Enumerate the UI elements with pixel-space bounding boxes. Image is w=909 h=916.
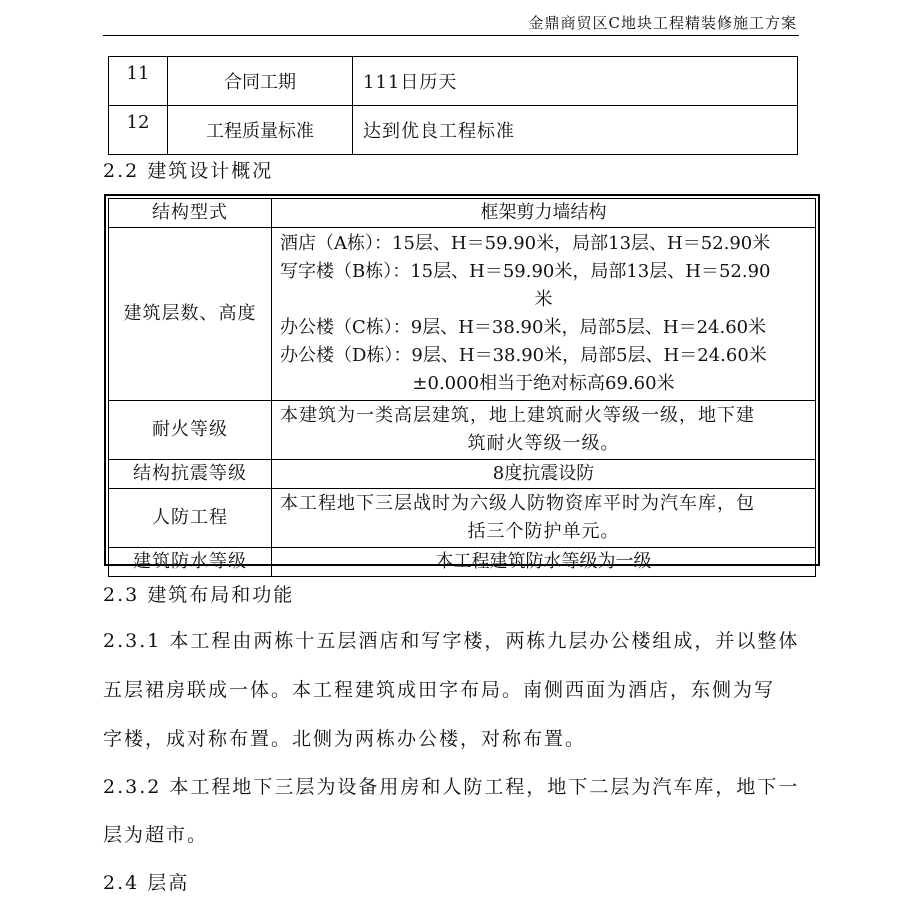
row-name: 工程质量标准 bbox=[168, 106, 353, 155]
header-rule bbox=[103, 35, 799, 36]
row-number: 11 bbox=[109, 57, 168, 106]
table-row bbox=[109, 106, 798, 155]
section-heading-2-3: 2.3 建筑布局和功能 bbox=[103, 584, 295, 606]
header-title: 金鼎商贸区C地块工程精装修施工方案 bbox=[528, 14, 797, 32]
row-value: 达到优良工程标准 bbox=[353, 106, 798, 155]
table-row bbox=[109, 460, 816, 489]
table-row bbox=[109, 199, 816, 228]
row-value bbox=[272, 489, 816, 548]
row-value: 111日历天 bbox=[353, 57, 798, 106]
design-overview-table-frame bbox=[104, 194, 820, 572]
value-line: 办公楼（D栋）：9层、H＝38.90米，局部5层、H＝24.60米 bbox=[280, 345, 767, 366]
value-line: 办公楼（C栋）：9层、H＝38.90米，局部5层、H＝24.60米 bbox=[280, 317, 767, 338]
row-number: 12 bbox=[109, 106, 168, 155]
value-line: 筑耐火等级一级。 bbox=[467, 433, 620, 454]
contract-table bbox=[108, 56, 798, 155]
paragraph-line: 五层裙房联成一体。本工程建筑成田字布局。南侧西面为酒店，东侧为写 bbox=[103, 679, 776, 701]
value-line: 括三个防护单元。 bbox=[467, 521, 620, 542]
row-value bbox=[272, 401, 816, 460]
table-row bbox=[109, 228, 816, 401]
row-value: 本工程建筑防水等级为一级 bbox=[272, 548, 816, 577]
value-line: 米 bbox=[534, 289, 553, 310]
paragraph-line: 字楼，成对称布置。北侧为两栋办公楼，对称布置。 bbox=[103, 728, 587, 750]
table-row bbox=[109, 489, 816, 548]
row-key: 结构型式 bbox=[109, 199, 272, 228]
value-line: 酒店（A栋）：15层、H＝59.90米，局部13层、H＝52.90米 bbox=[280, 233, 771, 254]
row-key: 耐火等级 bbox=[109, 401, 272, 460]
table-row bbox=[109, 57, 798, 106]
row-key: 人防工程 bbox=[109, 489, 272, 548]
value-line: 写字楼（B栋）：15层、H＝59.90米，局部13层、H＝52.90 bbox=[280, 261, 771, 282]
row-key: 建筑层数、高度 bbox=[109, 228, 272, 401]
paragraph-line: 2.3.1 本工程由两栋十五层酒店和写字楼，两栋九层办公楼组成，并以整体 bbox=[103, 630, 800, 652]
value-line: 本工程地下三层战时为六级人防物资库平时为汽车库，包 bbox=[280, 493, 755, 514]
row-value: 框架剪力墙结构 bbox=[272, 199, 816, 228]
design-overview-table bbox=[108, 198, 816, 577]
row-value: 8度抗震设防 bbox=[272, 460, 816, 489]
value-line: ±0.000相当于绝对标高69.60米 bbox=[412, 373, 675, 394]
section-heading-2-4: 2.4 层高 bbox=[103, 872, 190, 894]
row-name: 合同工期 bbox=[168, 57, 353, 106]
table-row bbox=[109, 401, 816, 460]
table-row bbox=[109, 548, 816, 577]
row-key: 建筑防水等级 bbox=[109, 548, 272, 577]
value-line: 本建筑为一类高层建筑，地上建筑耐火等级一级，地下建 bbox=[280, 405, 755, 426]
paragraph-line: 层为超市。 bbox=[103, 824, 209, 846]
row-value bbox=[272, 228, 816, 401]
section-heading-2-2: 2.2 建筑设计概况 bbox=[103, 160, 274, 182]
row-key: 结构抗震等级 bbox=[109, 460, 272, 489]
paragraph-line: 2.3.2 本工程地下三层为设备用房和人防工程，地下二层为汽车库，地下一 bbox=[103, 776, 800, 798]
